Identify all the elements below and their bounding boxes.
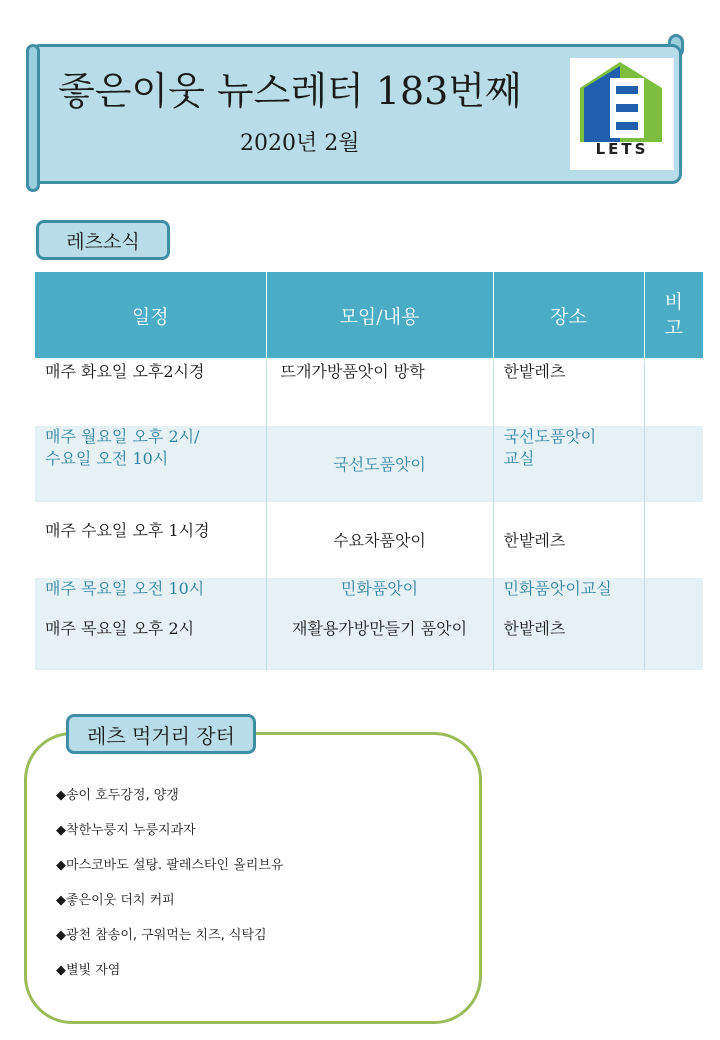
table-row: [35, 360, 703, 426]
cell-schedule: 매주 수요일 오후 1시경: [35, 502, 266, 578]
logo-text: LETS: [595, 140, 649, 158]
cell-content: 수요차품앗이: [266, 502, 493, 578]
list-item: ◆별빛 자염: [56, 963, 121, 978]
lets-logo: [570, 58, 674, 170]
lets-logo-icon: [570, 58, 674, 148]
table-row: [35, 426, 703, 502]
cell-place: 한밭레츠: [493, 360, 644, 426]
section-tab-news: 레츠소식: [36, 220, 170, 260]
table-row: [35, 502, 703, 578]
cell-content: 민화품앗이 재활용가방만들기 품앗이: [266, 578, 493, 670]
cell-note: [644, 426, 703, 502]
newsletter-date: 2020년 2월: [240, 131, 360, 156]
section-tab-food-market: 레츠 먹거리 장터: [66, 714, 256, 754]
header-schedule: 일정: [35, 272, 266, 360]
list-item: ◆송이 호두강정, 양갱: [56, 788, 179, 803]
list-item: ◆착한누룽지 누룽지과자: [56, 823, 196, 838]
food-market-list: [56, 786, 283, 996]
cell-note: [644, 502, 703, 578]
table-row: [35, 578, 703, 670]
table-header-row: [35, 272, 703, 360]
cell-place: 국선도품앗이 교실: [493, 426, 644, 502]
schedule-table: [35, 272, 703, 670]
scroll-curl-left: [26, 44, 40, 192]
header-content: 모임/내용: [266, 272, 493, 360]
list-item: ◆광천 참송이, 구워먹는 치즈, 식탁김: [56, 928, 267, 943]
header-note: 비고: [644, 272, 703, 360]
cell-note: [644, 578, 703, 670]
cell-place: 한밭레츠: [493, 502, 644, 578]
newsletter-title: 좋은이웃 뉴스레터 183번째: [58, 69, 522, 113]
list-item: ◆좋은이웃 더치 커피: [56, 893, 175, 908]
cell-schedule: 매주 목요일 오전 10시 매주 목요일 오후 2시: [35, 578, 266, 670]
cell-schedule: 매주 화요일 오후2시경: [35, 360, 266, 426]
cell-content: 뜨개가방품앗이 방학: [266, 360, 493, 426]
cell-note: [644, 360, 703, 426]
header-place: 장소: [493, 272, 644, 360]
cell-content: 국선도품앗이: [266, 426, 493, 502]
list-item: ◆마스코바도 설탕. 팔레스타인 올리브유: [56, 858, 284, 873]
cell-schedule: 매주 월요일 오후 2시/ 수요일 오전 10시: [35, 426, 266, 502]
cell-place: 민화품앗이교실 한밭레츠: [493, 578, 644, 670]
